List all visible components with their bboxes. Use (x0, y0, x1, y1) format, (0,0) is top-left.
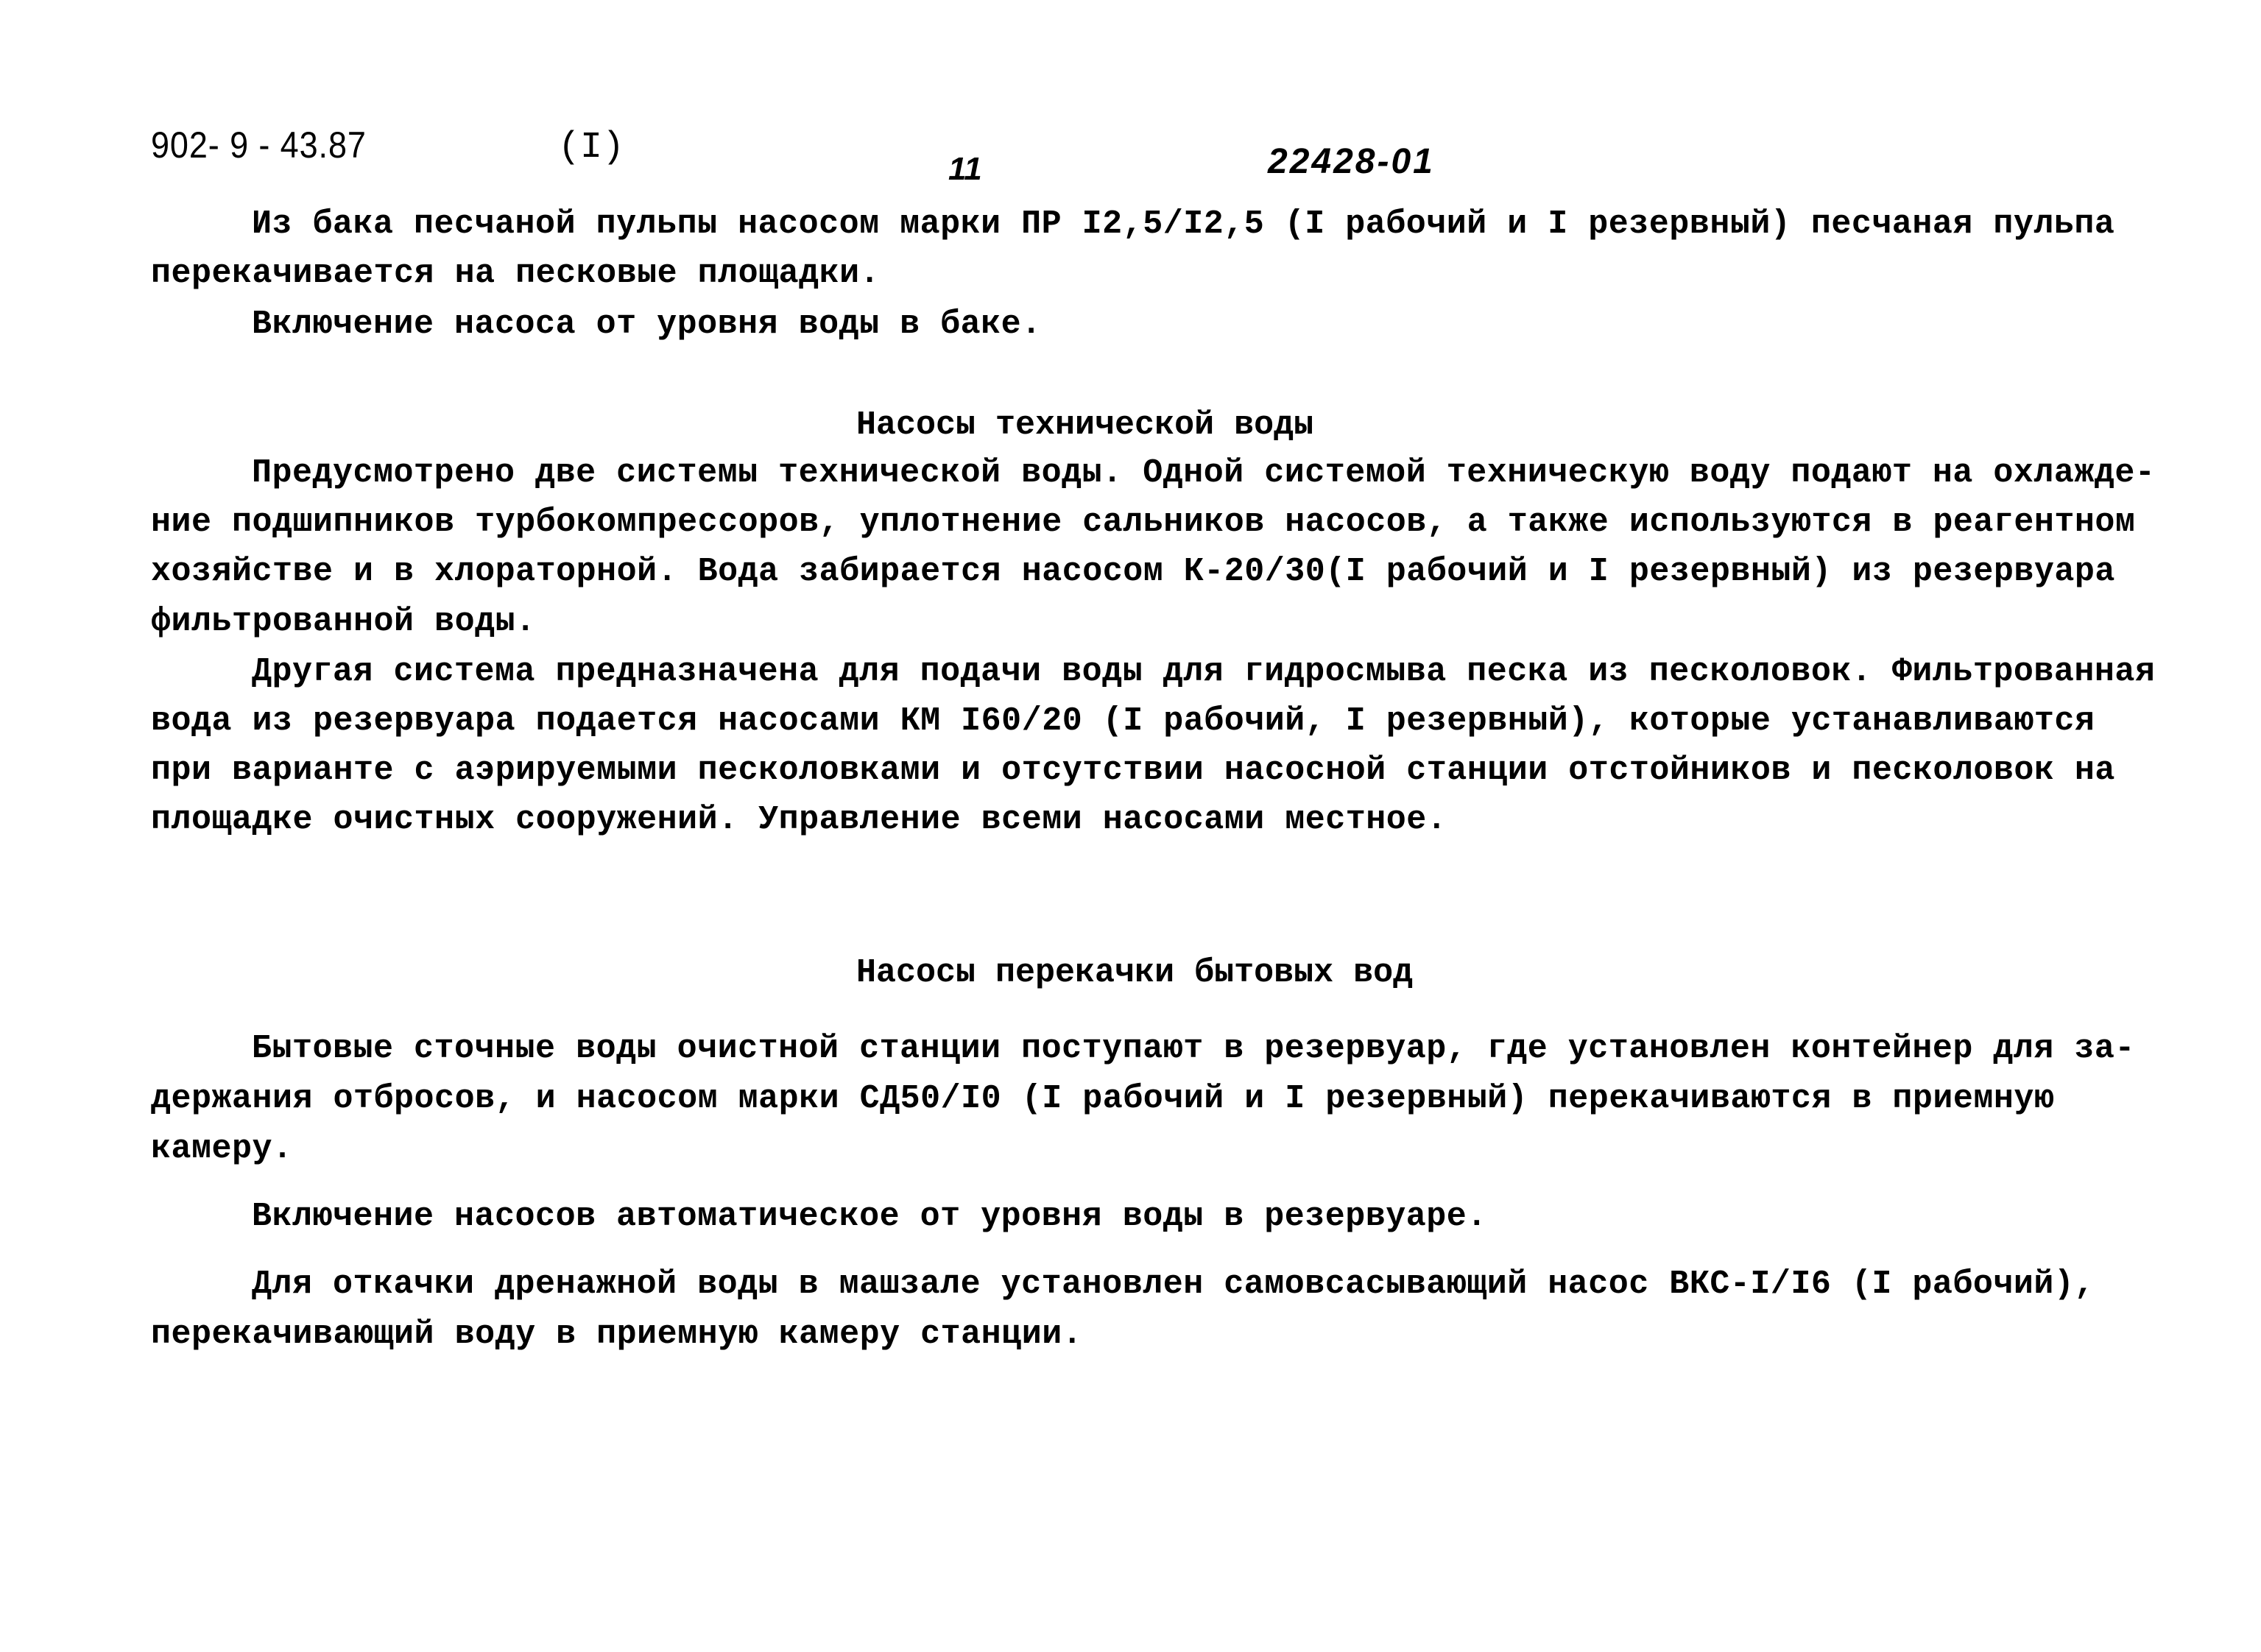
paragraph-line: Другая система предназначена для подачи воды для гидросмыва песка из песколовок. Фильтрованная (252, 653, 2156, 691)
paragraph-line: фильтрованной воды. (151, 603, 536, 640)
paragraph-line: камеру. (151, 1130, 293, 1168)
document-part: (I) (558, 127, 625, 169)
section-heading: Насосы перекачки бытовых вод (856, 954, 1414, 992)
paragraph-line: ние подшипников турбокомпрессоров, уплотнение сальников насосов, а также используются в реагентном (151, 504, 2136, 541)
paragraph-line: перекачивается на песковые площадки. (151, 255, 881, 292)
paragraph-line: вода из резервуара подается насосами КМ I60/20 (I рабочий, I резервный), которые устанавливаются (151, 702, 2095, 740)
paragraph-line: хозяйстве и в хлораторной. Вода забирается насосом К-20/30(I рабочий и I резервный) из резервуара (151, 553, 2115, 590)
paragraph-line: при варианте с аэрируемыми песколовками и отсутствии насосной станции отстойников и песколовок на (151, 752, 2115, 789)
paragraph-line: Включение насосов автоматическое от уровня воды в резервуаре. (252, 1198, 1487, 1235)
paragraph-line: Включение насоса от уровня воды в баке. (252, 306, 1042, 343)
paragraph-line: Для откачки дренажной воды в машзале установлен самовсасывающий насос ВКС-I/I6 (I рабочий), (252, 1266, 2095, 1303)
section-heading: Насосы технической воды (856, 406, 1314, 444)
paragraph-line: площадке очистных сооружений. Управление всеми насосами местное. (151, 801, 1447, 839)
document-number: 22428-01 (1268, 142, 1435, 181)
document-code: 902- 9 - 43.87 (151, 124, 367, 166)
paragraph-line: Предусмотрено две системы технической воды. Одной системой техническую воду подают на охлажде- (252, 454, 2156, 492)
paragraph-line: перекачивающий воду в приемную камеру станции. (151, 1316, 1083, 1353)
paragraph-line: Из бака песчаной пульпы насосом марки ПР I2,5/I2,5 (I рабочий и I резервный) песчаная пульпа (252, 205, 2115, 243)
paragraph-line: держания отбросов, и насосом марки СД50/I0 (I рабочий и I резервный) перекачиваются в приемную (151, 1080, 2055, 1118)
page-number: 11 (948, 151, 982, 187)
paragraph-line: Бытовые сточные воды очистной станции поступают в резервуар, где установлен контейнер для за- (252, 1030, 2135, 1067)
